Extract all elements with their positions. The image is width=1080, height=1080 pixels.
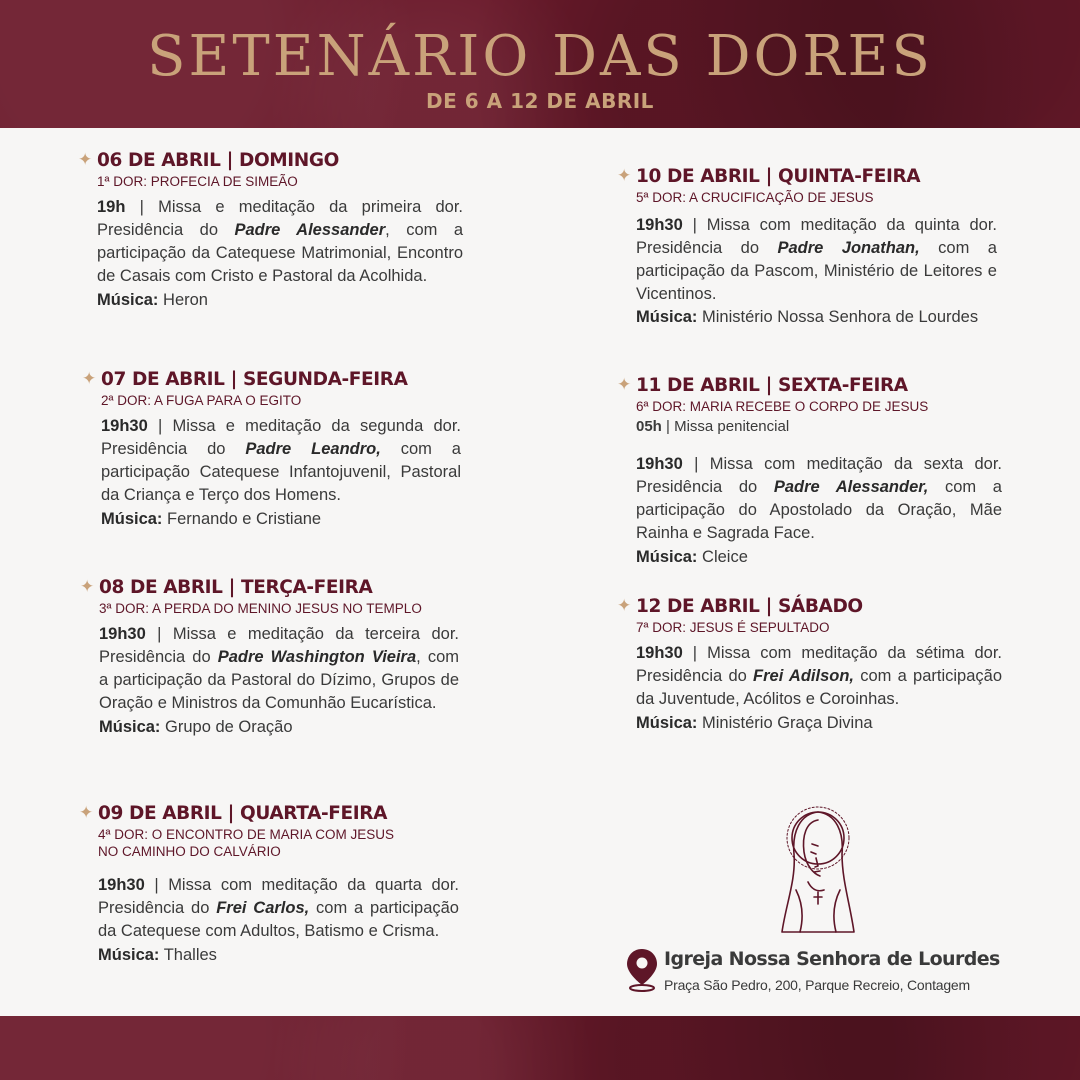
dor-label: 3ª DOR: A PERDA DO MENINO JESUS NO TEMPLO xyxy=(99,601,422,616)
day-block-08 xyxy=(80,577,459,739)
dor-label: 7ª DOR: JESUS É SEPULTADO xyxy=(636,620,830,635)
sparkle-icon: ✦ xyxy=(617,166,631,186)
day-description: 19h30 | Missa com meditação da quarta dor. Presidência do Frei Carlos, com a participação da Catequese com Adultos, Batismo e Crisma. xyxy=(98,876,459,940)
music-line: Música: Ministério Graça Divina xyxy=(636,714,873,732)
music-line: Música: Heron xyxy=(97,291,208,309)
dor-label: 1ª DOR: PROFECIA DE SIMEÃO xyxy=(97,174,298,189)
church-address: Praça São Pedro, 200, Parque Recreio, Contagem xyxy=(664,977,970,993)
day-heading: 06 DE ABRIL | DOMINGO xyxy=(97,150,339,171)
dor-label: 4ª DOR: O ENCONTRO DE MARIA COM JESUS NO CAMINHO DO CALVÁRIO xyxy=(98,827,395,859)
music-line: Música: Ministério Nossa Senhora de Lourdes xyxy=(636,308,979,326)
day-heading: 09 DE ABRIL | QUARTA-FEIRA xyxy=(98,803,388,824)
mass-time: 19h30 xyxy=(636,455,683,473)
page-subtitle: DE 6 A 12 DE ABRIL xyxy=(426,89,654,113)
day-description: 19h30 | Missa e meditação da segunda dor. Presidência do Padre Leandro, com a participação Catequese Infantojuvenil, Pastoral da Criança e Terço dos Homens. xyxy=(101,417,461,504)
early-mass-line: 05h | Missa penitencial xyxy=(636,418,790,435)
dor-label: 5ª DOR: A CRUCIFICAÇÃO DE JESUS xyxy=(636,190,874,205)
day-heading: 07 DE ABRIL | SEGUNDA-FEIRA xyxy=(101,369,408,390)
day-block-07 xyxy=(82,369,461,531)
mass-time: 05h xyxy=(636,418,662,435)
sparkle-icon: ✦ xyxy=(617,375,631,395)
presider-name: Padre Leandro, xyxy=(245,440,381,458)
day-block-10 xyxy=(617,166,997,329)
day-description: 19h | Missa e meditação da primeira dor. Presidência do Padre Alessander, com a participação da Catequese Matrimonial, Encontro de Casais com Cristo e Pastoral da Acolhida. xyxy=(97,198,463,285)
presider-name: Frei Adilson, xyxy=(753,667,854,685)
day-block-12 xyxy=(617,596,1002,735)
day-heading: 08 DE ABRIL | TERÇA-FEIRA xyxy=(99,577,373,598)
sparkle-icon: ✦ xyxy=(78,150,92,170)
day-description: 19h30 | Missa com meditação da quinta dor. Presidência do Padre Jonathan, com a participação da Pascom, Ministério de Leitores e Vicentinos. xyxy=(636,216,997,303)
day-description: 19h30 | Missa com meditação da sétima dor. Presidência do Frei Adilson, com a participação da Juventude, Acólitos e Coroinhas. xyxy=(636,644,1002,708)
church-name: Igreja Nossa Senhora de Lourdes xyxy=(664,948,1000,970)
location-pin-icon xyxy=(624,947,660,993)
presider-name: Padre Jonathan, xyxy=(777,239,920,257)
day-block-06 xyxy=(78,150,463,312)
mass-time: 19h30 xyxy=(98,876,145,894)
day-block-09 xyxy=(79,803,459,967)
day-block-11 xyxy=(617,375,1002,569)
sparkle-icon: ✦ xyxy=(617,596,631,616)
sparkle-icon: ✦ xyxy=(82,369,96,389)
music-line: Música: Cleice xyxy=(636,548,748,566)
presider-name: Frei Carlos, xyxy=(216,899,310,917)
mass-time: 19h30 xyxy=(636,644,683,662)
dor-label: 6ª DOR: MARIA RECEBE O CORPO DE JESUS xyxy=(636,399,929,414)
presider-name: Padre Alessander xyxy=(234,221,386,239)
day-heading: 10 DE ABRIL | QUINTA-FEIRA xyxy=(636,166,921,187)
day-heading: 11 DE ABRIL | SEXTA-FEIRA xyxy=(636,375,908,396)
presider-name: Padre Alessander, xyxy=(773,478,929,496)
dor-label: 2ª DOR: A FUGA PARA O EGITO xyxy=(101,393,302,408)
presider-name: Padre Washington Vieira xyxy=(217,648,417,666)
music-line: Música: Fernando e Cristiane xyxy=(101,510,322,528)
music-line: Música: Thalles xyxy=(98,946,217,964)
mass-time: 19h xyxy=(97,198,126,216)
day-description: 19h30 | Missa e meditação da terceira dor. Presidência do Padre Washington Vieira, com a participação da Pastoral do Dízimo, Grupos de Oração e Ministros da Comunhão Eucarística. xyxy=(99,625,459,712)
virgin-mary-illustration xyxy=(778,800,858,936)
mass-time: 19h30 xyxy=(101,417,148,435)
mass-time: 19h30 xyxy=(636,216,683,234)
mass-time: 19h30 xyxy=(99,625,146,643)
page-title: SETENÁRIO DAS DORES xyxy=(147,24,933,89)
music-line: Música: Grupo de Oração xyxy=(99,718,293,736)
day-heading: 12 DE ABRIL | SÁBADO xyxy=(636,596,863,617)
day-description: 19h30 | Missa com meditação da sexta dor. Presidência do Padre Alessander, com a participação do Apostolado da Oração, Mãe Rainha e Sagrada Face. xyxy=(636,455,1002,542)
sparkle-icon: ✦ xyxy=(80,577,94,597)
footer-band xyxy=(0,1016,1080,1080)
sparkle-icon: ✦ xyxy=(79,803,93,823)
